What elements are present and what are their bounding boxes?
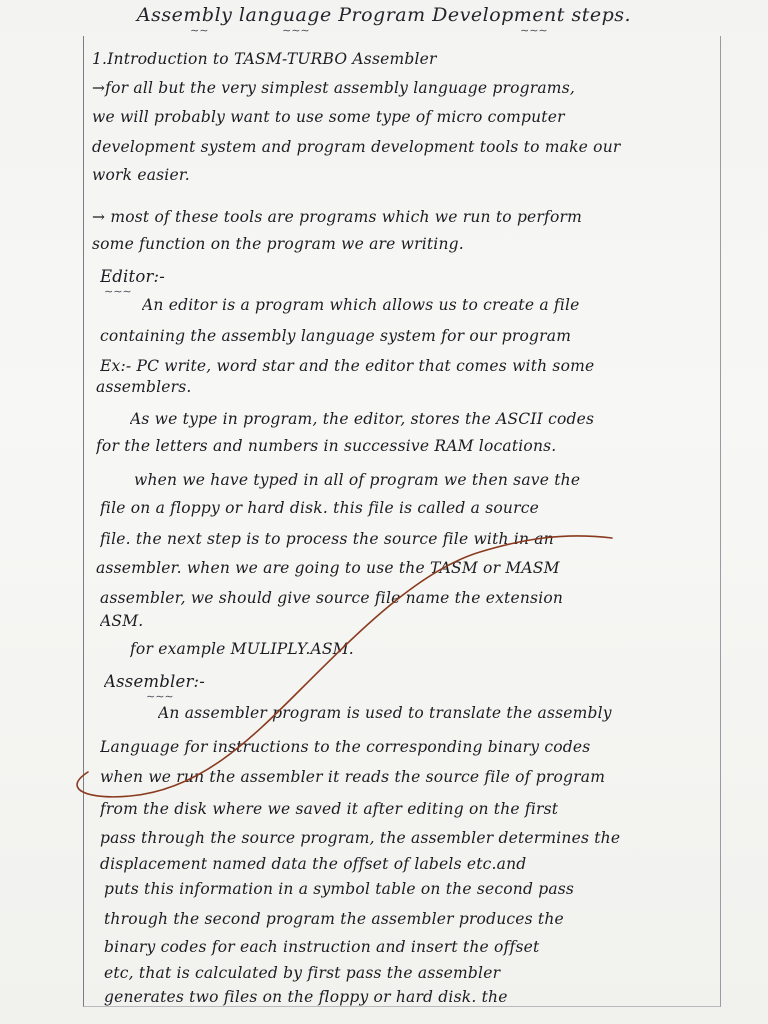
text-line: we will probably want to use some type of micro computer	[92, 108, 565, 126]
section-heading-editor: Editor:-	[100, 267, 166, 286]
text-line: As we type in program, the editor, stores the ASCII codes	[130, 410, 595, 428]
text-line: assembler. when we are going to use the TASM or MASM	[96, 559, 560, 577]
text-line: for the letters and numbers in successive RAM locations.	[96, 437, 557, 455]
text-line: Language for instructions to the corresponding binary codes	[100, 738, 591, 756]
text-line: file. the next step is to process the source file with in an	[100, 530, 554, 548]
text-line: etc, that is calculated by first pass the assembler	[104, 964, 501, 982]
title-underline-mark: ∼∼∼	[282, 24, 310, 37]
text-line: pass through the source program, the assembler determines the	[100, 829, 621, 847]
text-line: some function on the program we are writing.	[92, 235, 464, 253]
text-line: →for all but the very simplest assembly language programs,	[92, 79, 575, 97]
page-title: Assembly language Program Development steps.	[136, 4, 632, 26]
text-line: when we have typed in all of program we then save the	[134, 471, 581, 489]
text-line: displacement named data the offset of labels etc.and	[100, 855, 527, 873]
text-line: through the second program the assembler produces the	[104, 910, 564, 928]
text-line: assembler, we should give source file name the extension	[100, 589, 564, 607]
section-heading-assembler: Assembler:-	[104, 672, 206, 691]
text-line: work easier.	[92, 166, 190, 184]
text-line: ASM.	[100, 612, 144, 630]
text-line: file on a floppy or hard disk. this file is called a source	[100, 499, 539, 517]
text-line: development system and program development tools to make our	[92, 138, 621, 156]
text-line: → most of these tools are programs which we run to perform	[92, 208, 583, 226]
text-line: containing the assembly language system for our program	[100, 327, 572, 345]
title-underline-mark: ∼∼∼	[520, 24, 548, 37]
title-underline-mark: ∼∼	[190, 24, 209, 37]
text-line: for example MULIPLY.ASM.	[130, 640, 354, 658]
text-line: puts this information in a symbol table on the second pass	[104, 880, 575, 898]
heading-underline-mark: ∼∼∼	[104, 285, 132, 298]
text-line: Ex:- PC write, word star and the editor that comes with some	[100, 357, 595, 375]
text-line: An assembler program is used to translate the assembly	[158, 704, 612, 722]
text-line: assemblers.	[96, 378, 192, 396]
text-line: when we run the assembler it reads the source file of program	[100, 768, 606, 786]
text-line: from the disk where we saved it after editing on the first	[100, 800, 559, 818]
text-line: 1.Introduction to TASM-TURBO Assembler	[92, 50, 437, 68]
heading-underline-mark: ∼∼∼	[146, 690, 174, 703]
text-line: generates two files on the floppy or hard disk. the	[104, 988, 508, 1006]
text-line: An editor is a program which allows us to create a file	[142, 296, 580, 314]
text-line: binary codes for each instruction and insert the offset	[104, 938, 540, 956]
